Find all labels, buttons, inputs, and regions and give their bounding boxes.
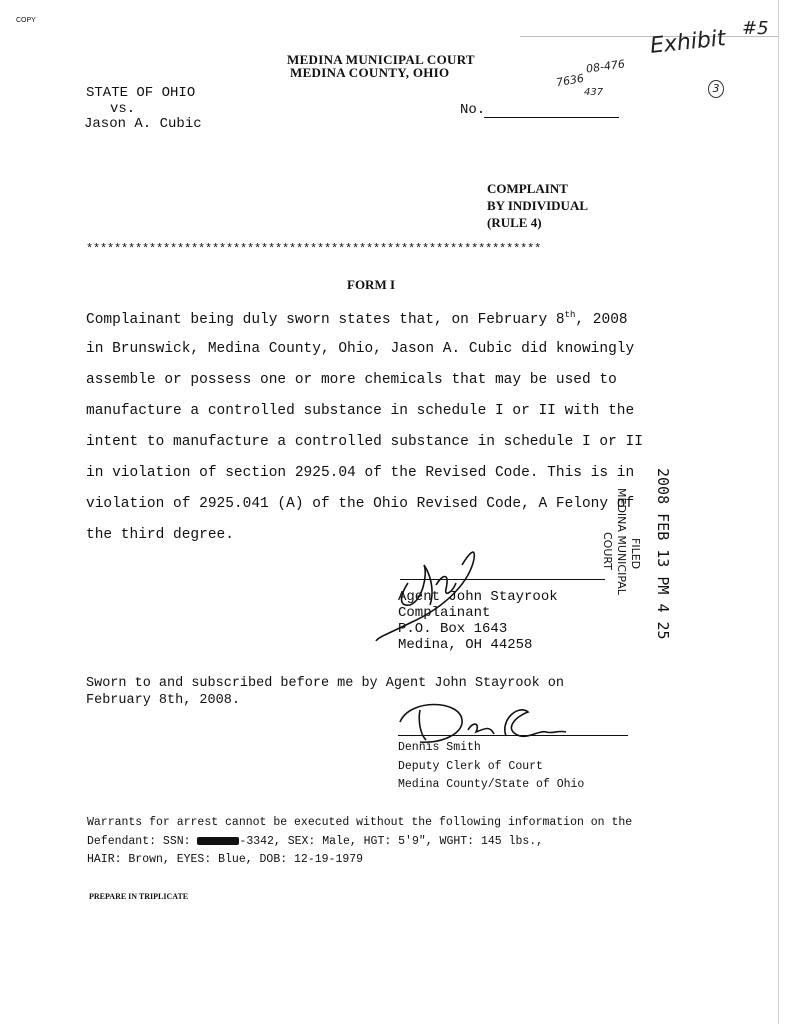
body-line-5: intent to manufacture a controlled substance in schedule I or II: [86, 434, 643, 450]
prepare-in-triplicate: PREPARE IN TRIPLICATE: [89, 892, 189, 901]
complainant-signature-line: [400, 579, 605, 580]
body-line-2: in Brunswick, Medina County, Ohio, Jason A. Cubic did knowingly: [86, 341, 635, 357]
body-line-4: manufacture a controlled substance in schedule I or II with the: [86, 403, 635, 419]
exhibit-number: #5: [742, 18, 769, 39]
caption-vs: vs.: [110, 101, 136, 117]
redaction-mark: [197, 837, 239, 845]
case-number-handwritten-3: 437: [584, 87, 604, 98]
doc-type-line3: (RULE 4): [487, 215, 542, 230]
warrant-line-3: HAIR: Brown, EYES: Blue, DOB: 12-19-1979: [87, 853, 364, 866]
clerk-county: Medina County/State of Ohio: [398, 778, 585, 791]
body-line-3: assemble or possess one or more chemicals that may be used to: [86, 372, 617, 388]
warrant-line-2: Defendant: SSN: -3342, SEX: Male, HGT: 5'9", WGHT: 145 lbs.,: [87, 835, 544, 848]
court-county: MEDINA COUNTY, OHIO: [290, 65, 450, 80]
filed-stamp-court1: MEDINA MUNICIPAL: [615, 488, 628, 595]
doc-type-line1: COMPLAINT: [487, 181, 568, 196]
case-number-label: No.: [460, 102, 486, 118]
caption-state: STATE OF OHIO: [86, 85, 196, 101]
filed-stamp: [588, 468, 672, 640]
body-line-6: in violation of section 2925.04 of the Revised Code. This is in: [86, 465, 635, 481]
clerk-signature-line: [398, 735, 628, 736]
body-line-8: the third degree.: [86, 527, 234, 543]
page-edge-line: [778, 0, 779, 1024]
filed-stamp-date: 2008 FEB 13 PM 4 25: [654, 468, 672, 640]
filed-stamp-court2: COURT: [601, 532, 614, 570]
copy-mark: COPY: [16, 17, 36, 24]
exhibit-handwritten-label: Exhibit: [648, 26, 727, 59]
case-number-handwritten-1: 7636: [555, 71, 585, 90]
case-number-handwritten-2: 08-476: [585, 57, 626, 76]
circled-number: 3: [708, 80, 724, 98]
filed-stamp-filed: FILED: [629, 538, 642, 570]
complainant-title: Complainant: [398, 605, 491, 621]
doc-type-line2: BY INDIVIDUAL: [487, 198, 589, 213]
sworn-line-2: February 8th, 2008.: [86, 693, 240, 708]
clerk-name: Dennis Smith: [398, 741, 481, 754]
complainant-name: Agent John Stayrook: [398, 589, 558, 605]
form-title: FORM I: [347, 277, 396, 292]
clerk-title: Deputy Clerk of Court: [398, 760, 543, 773]
sworn-line-1: Sworn to and subscribed before me by Agent John Stayrook on: [86, 676, 564, 691]
caption-defendant: Jason A. Cubic: [84, 116, 202, 132]
separator-stars: *****************************************************************: [86, 242, 542, 256]
case-number-line: [484, 117, 619, 118]
body-line-7: violation of 2925.041 (A) of the Ohio Revised Code, A Felony of: [86, 496, 635, 512]
warrant-line-1: Warrants for arrest cannot be executed without the following information on the: [87, 816, 633, 829]
body-line-1: Complainant being duly sworn states that, on February 8th, 2008: [86, 310, 628, 328]
complainant-address: P.O. Box 1643: [398, 621, 508, 637]
complainant-city: Medina, OH 44258: [398, 637, 533, 653]
court-title: MEDINA MUNICIPAL COURT: [287, 52, 475, 67]
